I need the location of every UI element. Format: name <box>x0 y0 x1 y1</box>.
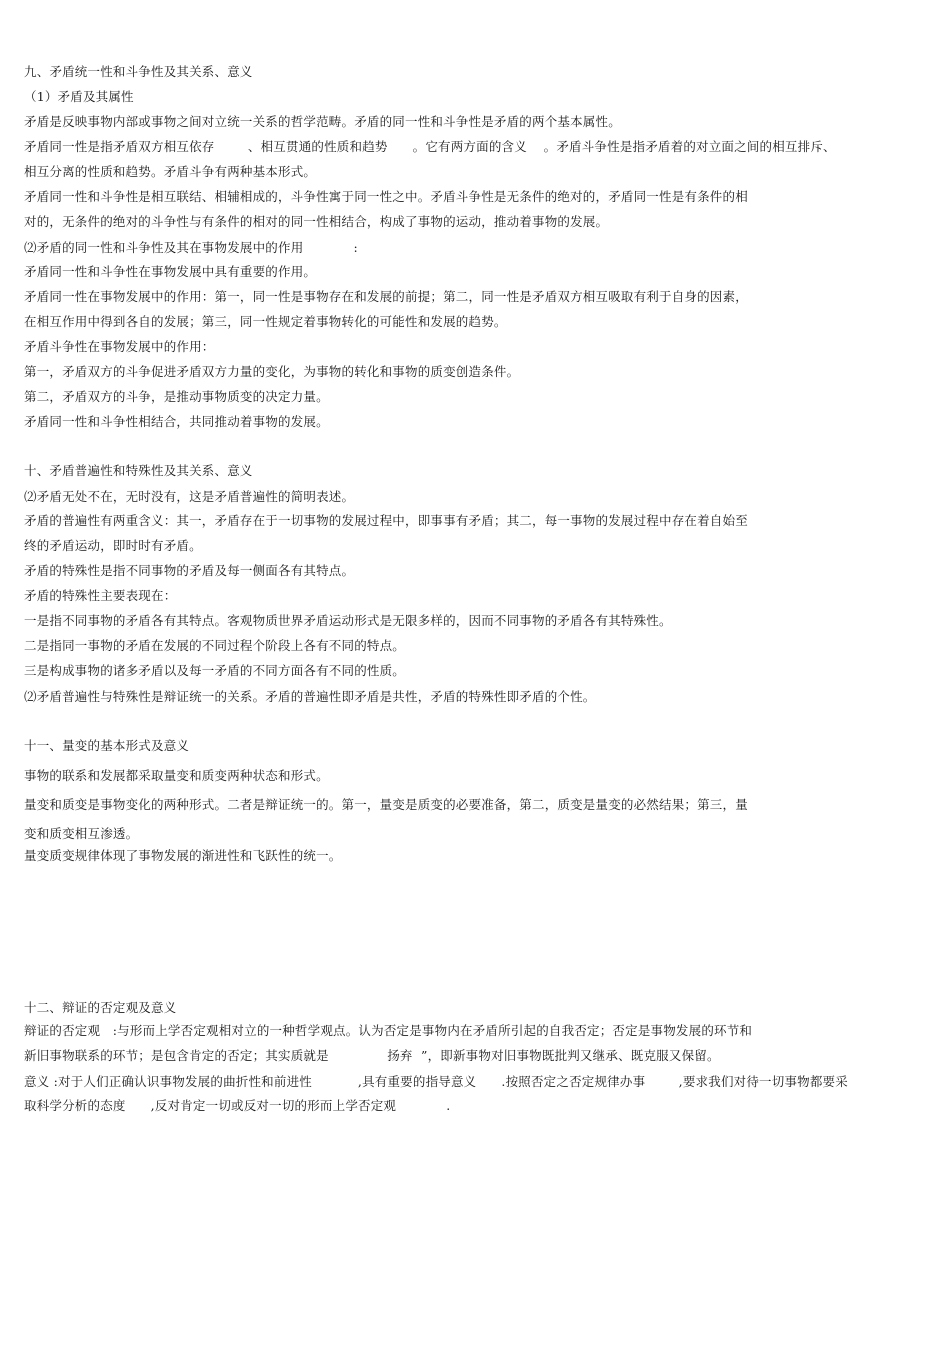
paragraph-line: 意义 :对于人们正确认识事物发展的曲折性和前进性 ,具有重要的指导意义 .按照否定之否定规律办事 ,要求我们对待一切事物都要采 <box>24 1074 848 1089</box>
paragraph-line: 矛盾同一性是指矛盾双方相互依存 、相互贯通的性质和趋势 。它有两方面的含义 。矛盾斗争性是指矛盾着的对立面之间的相互排斥、 <box>24 139 836 154</box>
section-10-heading: 十、矛盾普遍性和特殊性及其关系、意义 <box>24 463 253 478</box>
paragraph-line: 第二，矛盾双方的斗争，是推动事物质变的决定力量。 <box>24 389 329 404</box>
paragraph-line: 矛盾的特殊性是指不同事物的矛盾及每一侧面各有其特点。 <box>24 563 355 578</box>
paragraph-line: 一是指不同事物的矛盾各有其特点。客观物质世界矛盾运动形式是无限多样的，因而不同事物的矛盾各有其特殊性。 <box>24 613 672 628</box>
paragraph-line: 量变质变规律体现了事物发展的渐进性和飞跃性的统一。 <box>24 848 342 863</box>
paragraph-line: 矛盾斗争性在事物发展中的作用： <box>24 339 215 354</box>
paragraph-line: 对的，无条件的绝对的斗争性与有条件的相对的同一性相结合，构成了事物的运动，推动着事物的发展。 <box>24 214 609 229</box>
section-9-heading: 九、矛盾统一性和斗争性及其关系、意义 <box>24 64 253 79</box>
paragraph-line: 矛盾同一性在事物发展中的作用：第一，同一性是事物存在和发展的前提；第二，同一性是矛盾双方相互吸取有利于自身的因素， <box>24 289 748 304</box>
paragraph-line: ⑵矛盾无处不在，无时没有，这是矛盾普遍性的简明表述。 <box>24 489 355 504</box>
paragraph-line: 第一，矛盾双方的斗争促进矛盾双方力量的变化，为事物的转化和事物的质变创造条件。 <box>24 364 520 379</box>
paragraph-line: 矛盾同一性和斗争性在事物发展中具有重要的作用。 <box>24 264 317 279</box>
section-9-subheading: （1）矛盾及其属性 <box>24 89 134 104</box>
paragraph-line: 矛盾的普遍性有两重含义：其一，矛盾存在于一切事物的发展过程中，即事事有矛盾；其二，每一事物的发展过程中存在着自始至 <box>24 513 748 528</box>
paragraph-line: 三是构成事物的诸多矛盾以及每一矛盾的不同方面各有不同的性质。 <box>24 663 406 678</box>
paragraph-line: 矛盾的特殊性主要表现在： <box>24 588 177 603</box>
paragraph-line: 取科学分析的态度 ,反对肯定一切或反对一切的形而上学否定观 . <box>24 1098 451 1113</box>
section-11-heading: 十一、量变的基本形式及意义 <box>24 738 190 753</box>
paragraph-line: 矛盾同一性和斗争性是相互联结、相辅相成的，斗争性寓于同一性之中。矛盾斗争性是无条件的绝对的，矛盾同一性是有条件的相 <box>24 189 748 204</box>
paragraph-line: 矛盾同一性和斗争性相结合，共同推动着事物的发展。 <box>24 414 329 429</box>
paragraph-line: ⑵矛盾普遍性与特殊性是辩证统一的关系。矛盾的普遍性即矛盾是共性，矛盾的特殊性即矛盾的个性。 <box>24 689 596 704</box>
paragraph-line: 矛盾是反映事物内部或事物之间对立统一关系的哲学范畴。矛盾的同一性和斗争性是矛盾的两个基本属性。 <box>24 114 621 129</box>
paragraph-line: 新旧事物联系的环节；是包含肯定的否定；其实质就是 扬弃 ”，即新事物对旧事物既批判又继承、既克服又保留。 <box>24 1048 720 1063</box>
section-12-heading: 十二、辩证的否定观及意义 <box>24 1000 177 1015</box>
paragraph-line: 量变和质变是事物变化的两种形式。二者是辩证统一的。第一，量变是质变的必要准备，第二，质变是量变的必然结果；第三，量 <box>24 797 748 812</box>
paragraph-line: 终的矛盾运动，即时时有矛盾。 <box>24 538 202 553</box>
paragraph-line: 事物的联系和发展都采取量变和质变两种状态和形式。 <box>24 768 329 783</box>
paragraph-line: 在相互作用中得到各自的发展；第三，同一性规定着事物转化的可能性和发展的趋势。 <box>24 314 507 329</box>
paragraph-line: ⑵矛盾的同一性和斗争性及其在事物发展中的作用 : <box>24 240 358 255</box>
paragraph-line: 二是指同一事物的矛盾在发展的不同过程个阶段上各有不同的特点。 <box>24 638 406 653</box>
paragraph-line: 变和质变相互渗透。 <box>24 826 139 841</box>
paragraph-line: 辩证的否定观 :与形而上学否定观相对立的一种哲学观点。认为否定是事物内在矛盾所引起的自我否定；否定是事物发展的环节和 <box>24 1023 753 1038</box>
paragraph-line: 相互分离的性质和趋势。矛盾斗争有两种基本形式。 <box>24 164 317 179</box>
